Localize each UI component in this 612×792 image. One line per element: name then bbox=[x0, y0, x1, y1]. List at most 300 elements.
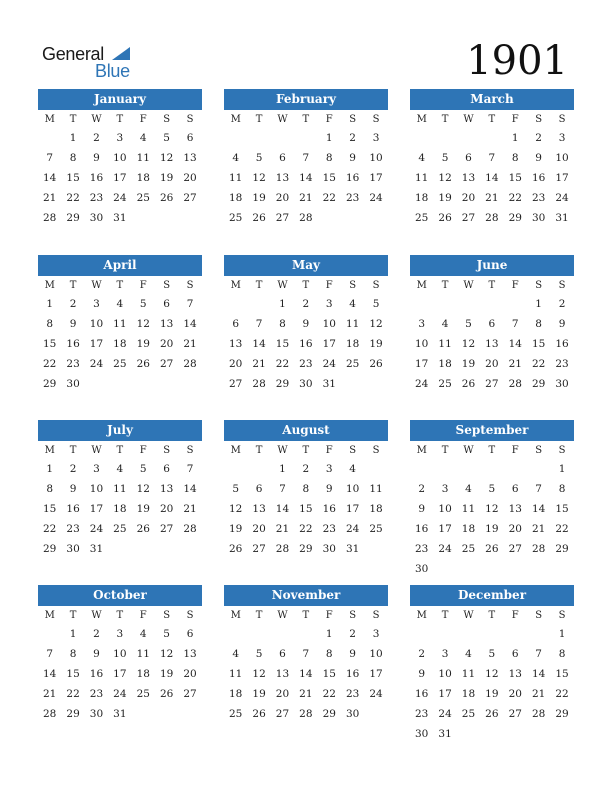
day-cell: 15 bbox=[66, 668, 80, 680]
week-row bbox=[224, 539, 388, 559]
day-cell: 4 bbox=[139, 132, 147, 144]
day-cell: 4 bbox=[418, 152, 426, 164]
week-row bbox=[224, 314, 388, 334]
day-cell: 21 bbox=[43, 192, 57, 204]
day-cell: 12 bbox=[438, 172, 452, 184]
day-cell: 5 bbox=[488, 483, 496, 495]
day-cell: 4 bbox=[465, 483, 472, 495]
weekday-label: T bbox=[69, 444, 77, 456]
day-cell: 12 bbox=[485, 668, 499, 680]
weekday-label: S bbox=[349, 113, 357, 125]
day-cell: 22 bbox=[43, 358, 57, 370]
day-cell: 23 bbox=[555, 358, 569, 370]
weekday-label: S bbox=[186, 444, 194, 456]
day-cell: 18 bbox=[345, 338, 360, 350]
month-header: September bbox=[410, 420, 574, 441]
day-cell: 23 bbox=[345, 688, 360, 700]
day-cell: 28 bbox=[485, 212, 499, 224]
day-cell: 11 bbox=[438, 338, 452, 350]
weekday-label: F bbox=[139, 444, 147, 456]
day-cell: 28 bbox=[275, 543, 290, 555]
day-cell: 20 bbox=[508, 523, 522, 535]
day-cell: 15 bbox=[531, 338, 546, 350]
weekday-label: S bbox=[372, 113, 380, 125]
week-row bbox=[224, 499, 388, 519]
day-cell: 28 bbox=[183, 358, 197, 370]
day-cell: 1 bbox=[558, 628, 566, 640]
day-cell: 1 bbox=[279, 463, 286, 475]
day-cell: 17 bbox=[438, 688, 452, 700]
day-cell: 1 bbox=[511, 132, 519, 144]
day-cell: 5 bbox=[372, 298, 380, 310]
day-cell: 19 bbox=[485, 523, 499, 535]
weekday-label: W bbox=[277, 444, 288, 456]
weekday-label: S bbox=[186, 609, 194, 621]
day-cell: 12 bbox=[136, 318, 150, 330]
day-cell: 16 bbox=[89, 668, 104, 680]
day-cell: 13 bbox=[508, 668, 522, 680]
day-cell: 10 bbox=[555, 152, 569, 164]
day-cell: 3 bbox=[372, 628, 380, 640]
day-cell: 12 bbox=[369, 318, 383, 330]
day-cell: 21 bbox=[508, 358, 522, 370]
day-cell: 23 bbox=[415, 543, 429, 555]
month-header: November bbox=[224, 585, 388, 606]
weekday-label: F bbox=[511, 113, 519, 125]
day-cell: 27 bbox=[508, 543, 522, 555]
weekday-row bbox=[38, 441, 202, 459]
day-cell: 13 bbox=[183, 648, 197, 660]
week-row bbox=[38, 519, 202, 539]
day-cell: 17 bbox=[89, 503, 104, 515]
day-cell: 29 bbox=[555, 543, 569, 555]
weekday-label: S bbox=[558, 609, 566, 621]
day-cell: 16 bbox=[66, 503, 80, 515]
logo-triangle-icon bbox=[112, 47, 130, 60]
day-cell: 20 bbox=[485, 358, 499, 370]
day-cell: 24 bbox=[438, 543, 452, 555]
day-cell: 16 bbox=[89, 172, 104, 184]
month-header: July bbox=[38, 420, 202, 441]
weekday-label: W bbox=[91, 609, 102, 621]
day-cell: 5 bbox=[163, 132, 170, 144]
day-cell: 18 bbox=[461, 523, 476, 535]
day-cell: 16 bbox=[322, 503, 336, 515]
day-cell: 6 bbox=[163, 463, 170, 475]
day-cell: 2 bbox=[93, 628, 100, 640]
day-cell: 22 bbox=[66, 688, 80, 700]
week-row bbox=[410, 519, 574, 539]
day-cell: 26 bbox=[159, 192, 174, 204]
day-cell: 9 bbox=[302, 318, 310, 330]
day-cell: 2 bbox=[535, 132, 542, 144]
day-cell: 11 bbox=[461, 503, 476, 515]
weekday-label: S bbox=[186, 279, 194, 291]
day-cell: 28 bbox=[299, 212, 313, 224]
week-row bbox=[410, 559, 574, 579]
weekday-label: M bbox=[44, 113, 55, 125]
month-september bbox=[410, 420, 574, 579]
day-cell: 24 bbox=[345, 523, 360, 535]
day-cell: 18 bbox=[113, 338, 127, 350]
day-cell: 27 bbox=[252, 543, 266, 555]
day-cell: 3 bbox=[441, 648, 449, 660]
day-cell: 8 bbox=[325, 648, 333, 660]
day-cell: 23 bbox=[66, 523, 80, 535]
day-cell: 25 bbox=[415, 212, 429, 224]
day-cell: 21 bbox=[531, 688, 546, 700]
day-cell: 9 bbox=[535, 152, 542, 164]
weekday-label: T bbox=[69, 279, 77, 291]
weekday-label: T bbox=[255, 444, 263, 456]
day-cell: 25 bbox=[461, 543, 476, 555]
day-cell: 17 bbox=[345, 503, 360, 515]
day-cell: 8 bbox=[558, 483, 566, 495]
logo bbox=[42, 44, 142, 84]
weekday-label: M bbox=[416, 279, 427, 291]
day-cell: 23 bbox=[89, 688, 104, 700]
day-cell: 20 bbox=[275, 192, 290, 204]
weekday-label: T bbox=[302, 609, 310, 621]
weekday-label: M bbox=[230, 113, 241, 125]
day-cell: 13 bbox=[508, 503, 522, 515]
day-cell: 10 bbox=[89, 318, 104, 330]
week-row bbox=[38, 128, 202, 148]
day-cell: 18 bbox=[415, 192, 429, 204]
day-cell: 20 bbox=[508, 688, 522, 700]
day-cell: 13 bbox=[183, 152, 197, 164]
week-row bbox=[410, 724, 574, 744]
day-cell: 18 bbox=[136, 668, 150, 680]
weekday-label: S bbox=[186, 113, 194, 125]
month-february bbox=[224, 89, 388, 228]
week-row bbox=[38, 539, 202, 559]
day-cell: 24 bbox=[89, 358, 104, 370]
day-cell: 8 bbox=[69, 648, 77, 660]
day-cell: 11 bbox=[113, 318, 127, 330]
day-cell: 16 bbox=[555, 338, 569, 350]
day-cell: 27 bbox=[485, 378, 499, 390]
month-header: December bbox=[410, 585, 574, 606]
day-cell: 3 bbox=[418, 318, 426, 330]
day-cell: 22 bbox=[531, 358, 546, 370]
week-row bbox=[38, 314, 202, 334]
day-cell: 20 bbox=[275, 688, 290, 700]
weekday-row bbox=[410, 606, 574, 624]
day-cell: 2 bbox=[69, 298, 77, 310]
day-cell: 5 bbox=[232, 483, 240, 495]
day-cell: 12 bbox=[485, 503, 499, 515]
day-cell: 29 bbox=[66, 212, 80, 224]
weekday-label: T bbox=[488, 279, 496, 291]
day-cell: 21 bbox=[485, 192, 499, 204]
day-cell: 15 bbox=[508, 172, 522, 184]
week-row bbox=[38, 644, 202, 664]
logo-blue-text: Blue bbox=[95, 61, 130, 81]
day-cell: 25 bbox=[113, 358, 127, 370]
weekday-label: T bbox=[488, 444, 496, 456]
day-cell: 29 bbox=[508, 212, 522, 224]
day-cell: 3 bbox=[441, 483, 449, 495]
day-cell: 11 bbox=[415, 172, 429, 184]
week-row bbox=[410, 314, 574, 334]
weekday-label: M bbox=[44, 444, 55, 456]
day-cell: 30 bbox=[345, 708, 360, 720]
weekday-label: S bbox=[349, 609, 357, 621]
day-cell: 14 bbox=[299, 172, 313, 184]
weekday-row bbox=[38, 276, 202, 294]
week-row bbox=[38, 168, 202, 188]
day-cell: 14 bbox=[485, 172, 499, 184]
week-row bbox=[224, 128, 388, 148]
day-cell: 22 bbox=[322, 688, 336, 700]
month-header: January bbox=[38, 89, 202, 110]
week-row bbox=[224, 374, 388, 394]
day-cell: 27 bbox=[461, 212, 476, 224]
day-cell: 26 bbox=[485, 543, 499, 555]
day-cell: 7 bbox=[302, 152, 310, 164]
day-cell: 22 bbox=[299, 523, 313, 535]
weekday-label: T bbox=[441, 609, 449, 621]
day-cell: 21 bbox=[43, 688, 57, 700]
week-row bbox=[224, 664, 388, 684]
day-cell: 5 bbox=[488, 648, 496, 660]
day-cell: 4 bbox=[349, 463, 356, 475]
day-cell: 18 bbox=[369, 503, 383, 515]
day-cell: 7 bbox=[302, 648, 310, 660]
day-cell: 8 bbox=[279, 318, 286, 330]
week-row bbox=[410, 499, 574, 519]
day-cell: 31 bbox=[555, 212, 569, 224]
day-cell: 22 bbox=[275, 358, 290, 370]
day-cell: 10 bbox=[415, 338, 429, 350]
day-cell: 7 bbox=[535, 483, 542, 495]
month-august bbox=[224, 420, 388, 559]
weekday-label: T bbox=[441, 279, 449, 291]
day-cell: 17 bbox=[113, 172, 127, 184]
day-cell: 8 bbox=[69, 152, 77, 164]
week-row bbox=[224, 294, 388, 314]
day-cell: 10 bbox=[369, 648, 383, 660]
day-cell: 11 bbox=[136, 648, 150, 660]
day-cell: 3 bbox=[116, 132, 124, 144]
day-cell: 6 bbox=[488, 318, 496, 330]
day-cell: 4 bbox=[116, 463, 124, 475]
month-header: March bbox=[410, 89, 574, 110]
weekday-row bbox=[38, 606, 202, 624]
day-cell: 15 bbox=[275, 338, 290, 350]
day-cell: 14 bbox=[43, 172, 57, 184]
weekday-label: W bbox=[277, 609, 288, 621]
day-cell: 28 bbox=[183, 523, 197, 535]
weekday-label: F bbox=[139, 113, 147, 125]
day-cell: 27 bbox=[508, 708, 522, 720]
week-row bbox=[410, 188, 574, 208]
weekday-row bbox=[224, 606, 388, 624]
day-cell: 10 bbox=[438, 503, 452, 515]
day-cell: 23 bbox=[322, 523, 336, 535]
day-cell: 19 bbox=[485, 688, 499, 700]
day-cell: 4 bbox=[139, 628, 147, 640]
week-row bbox=[38, 664, 202, 684]
week-row bbox=[410, 294, 574, 314]
day-cell: 15 bbox=[322, 668, 336, 680]
day-cell: 26 bbox=[229, 543, 243, 555]
weekday-label: S bbox=[535, 609, 543, 621]
day-cell: 12 bbox=[252, 172, 266, 184]
day-cell: 7 bbox=[535, 648, 542, 660]
day-cell: 22 bbox=[322, 192, 336, 204]
day-cell: 18 bbox=[438, 358, 452, 370]
day-cell: 31 bbox=[113, 212, 127, 224]
day-cell: 17 bbox=[89, 338, 104, 350]
day-cell: 25 bbox=[438, 378, 452, 390]
day-cell: 20 bbox=[461, 192, 476, 204]
weekday-label: W bbox=[277, 113, 288, 125]
week-row bbox=[38, 479, 202, 499]
weekday-label: T bbox=[488, 113, 496, 125]
weekday-label: M bbox=[230, 279, 241, 291]
weekday-label: F bbox=[325, 113, 333, 125]
day-cell: 4 bbox=[349, 298, 356, 310]
day-cell: 2 bbox=[558, 298, 566, 310]
week-row bbox=[224, 519, 388, 539]
day-cell: 11 bbox=[113, 483, 127, 495]
day-cell: 1 bbox=[535, 298, 542, 310]
week-row bbox=[410, 128, 574, 148]
day-cell: 16 bbox=[415, 523, 429, 535]
week-row bbox=[410, 539, 574, 559]
weekday-label: W bbox=[463, 444, 474, 456]
day-cell: 17 bbox=[369, 668, 383, 680]
weekday-label: S bbox=[163, 444, 171, 456]
day-cell: 26 bbox=[252, 212, 266, 224]
day-cell: 7 bbox=[186, 463, 194, 475]
day-cell: 25 bbox=[345, 358, 360, 370]
day-cell: 24 bbox=[89, 523, 104, 535]
day-cell: 9 bbox=[93, 648, 100, 660]
day-cell: 18 bbox=[461, 688, 476, 700]
day-cell: 6 bbox=[465, 152, 472, 164]
day-cell: 16 bbox=[531, 172, 546, 184]
day-cell: 21 bbox=[252, 358, 266, 370]
weekday-label: S bbox=[535, 444, 543, 456]
day-cell: 19 bbox=[136, 503, 150, 515]
day-cell: 19 bbox=[369, 338, 383, 350]
day-cell: 13 bbox=[275, 172, 290, 184]
day-cell: 18 bbox=[113, 503, 127, 515]
day-cell: 9 bbox=[558, 318, 566, 330]
day-cell: 11 bbox=[461, 668, 476, 680]
weekday-row bbox=[224, 441, 388, 459]
day-cell: 28 bbox=[43, 212, 57, 224]
day-cell: 20 bbox=[183, 668, 197, 680]
weekday-label: W bbox=[463, 609, 474, 621]
day-cell: 29 bbox=[275, 378, 290, 390]
day-cell: 4 bbox=[441, 318, 449, 330]
day-cell: 16 bbox=[66, 338, 80, 350]
day-cell: 8 bbox=[302, 483, 310, 495]
weekday-label: S bbox=[372, 444, 380, 456]
day-cell: 25 bbox=[136, 688, 150, 700]
week-row bbox=[224, 624, 388, 644]
weekday-label: M bbox=[416, 444, 427, 456]
day-cell: 10 bbox=[113, 648, 127, 660]
weekday-label: T bbox=[488, 609, 496, 621]
day-cell: 8 bbox=[46, 318, 54, 330]
day-cell: 25 bbox=[229, 708, 243, 720]
day-cell: 19 bbox=[136, 338, 150, 350]
day-cell: 6 bbox=[163, 298, 170, 310]
month-july bbox=[38, 420, 202, 559]
day-cell: 2 bbox=[69, 463, 77, 475]
day-cell: 6 bbox=[511, 483, 519, 495]
day-cell: 3 bbox=[93, 298, 100, 310]
day-cell: 2 bbox=[302, 463, 310, 475]
day-cell: 11 bbox=[229, 172, 243, 184]
day-cell: 22 bbox=[555, 523, 569, 535]
weekday-label: T bbox=[302, 444, 310, 456]
day-cell: 16 bbox=[345, 172, 360, 184]
day-cell: 2 bbox=[93, 132, 100, 144]
day-cell: 26 bbox=[159, 688, 174, 700]
day-cell: 30 bbox=[531, 212, 546, 224]
weekday-label: M bbox=[416, 113, 427, 125]
day-cell: 24 bbox=[555, 192, 569, 204]
day-cell: 26 bbox=[136, 523, 150, 535]
week-row bbox=[38, 684, 202, 704]
week-row bbox=[224, 168, 388, 188]
day-cell: 29 bbox=[531, 378, 546, 390]
month-header: October bbox=[38, 585, 202, 606]
week-row bbox=[38, 459, 202, 479]
day-cell: 6 bbox=[232, 318, 240, 330]
day-cell: 2 bbox=[349, 132, 356, 144]
week-row bbox=[410, 334, 574, 354]
day-cell: 30 bbox=[89, 708, 104, 720]
day-cell: 16 bbox=[299, 338, 313, 350]
day-cell: 6 bbox=[255, 483, 263, 495]
weekday-label: S bbox=[535, 113, 543, 125]
day-cell: 17 bbox=[322, 338, 336, 350]
day-cell: 10 bbox=[89, 483, 104, 495]
day-cell: 12 bbox=[136, 483, 150, 495]
week-row bbox=[410, 479, 574, 499]
week-row bbox=[38, 374, 202, 394]
week-row bbox=[410, 624, 574, 644]
week-row bbox=[38, 624, 202, 644]
day-cell: 9 bbox=[418, 668, 426, 680]
weekday-label: T bbox=[69, 609, 77, 621]
month-header: April bbox=[38, 255, 202, 276]
week-row bbox=[410, 459, 574, 479]
day-cell: 13 bbox=[461, 172, 476, 184]
day-cell: 23 bbox=[89, 192, 104, 204]
weekday-row bbox=[224, 276, 388, 294]
day-cell: 19 bbox=[159, 668, 174, 680]
month-june bbox=[410, 255, 574, 394]
day-cell: 5 bbox=[255, 648, 263, 660]
day-cell: 31 bbox=[89, 543, 104, 555]
month-december bbox=[410, 585, 574, 744]
day-cell: 12 bbox=[229, 503, 243, 515]
day-cell: 15 bbox=[299, 503, 313, 515]
day-cell: 22 bbox=[508, 192, 522, 204]
day-cell: 3 bbox=[558, 132, 566, 144]
month-march bbox=[410, 89, 574, 228]
day-cell: 21 bbox=[299, 192, 313, 204]
day-cell: 6 bbox=[279, 152, 286, 164]
